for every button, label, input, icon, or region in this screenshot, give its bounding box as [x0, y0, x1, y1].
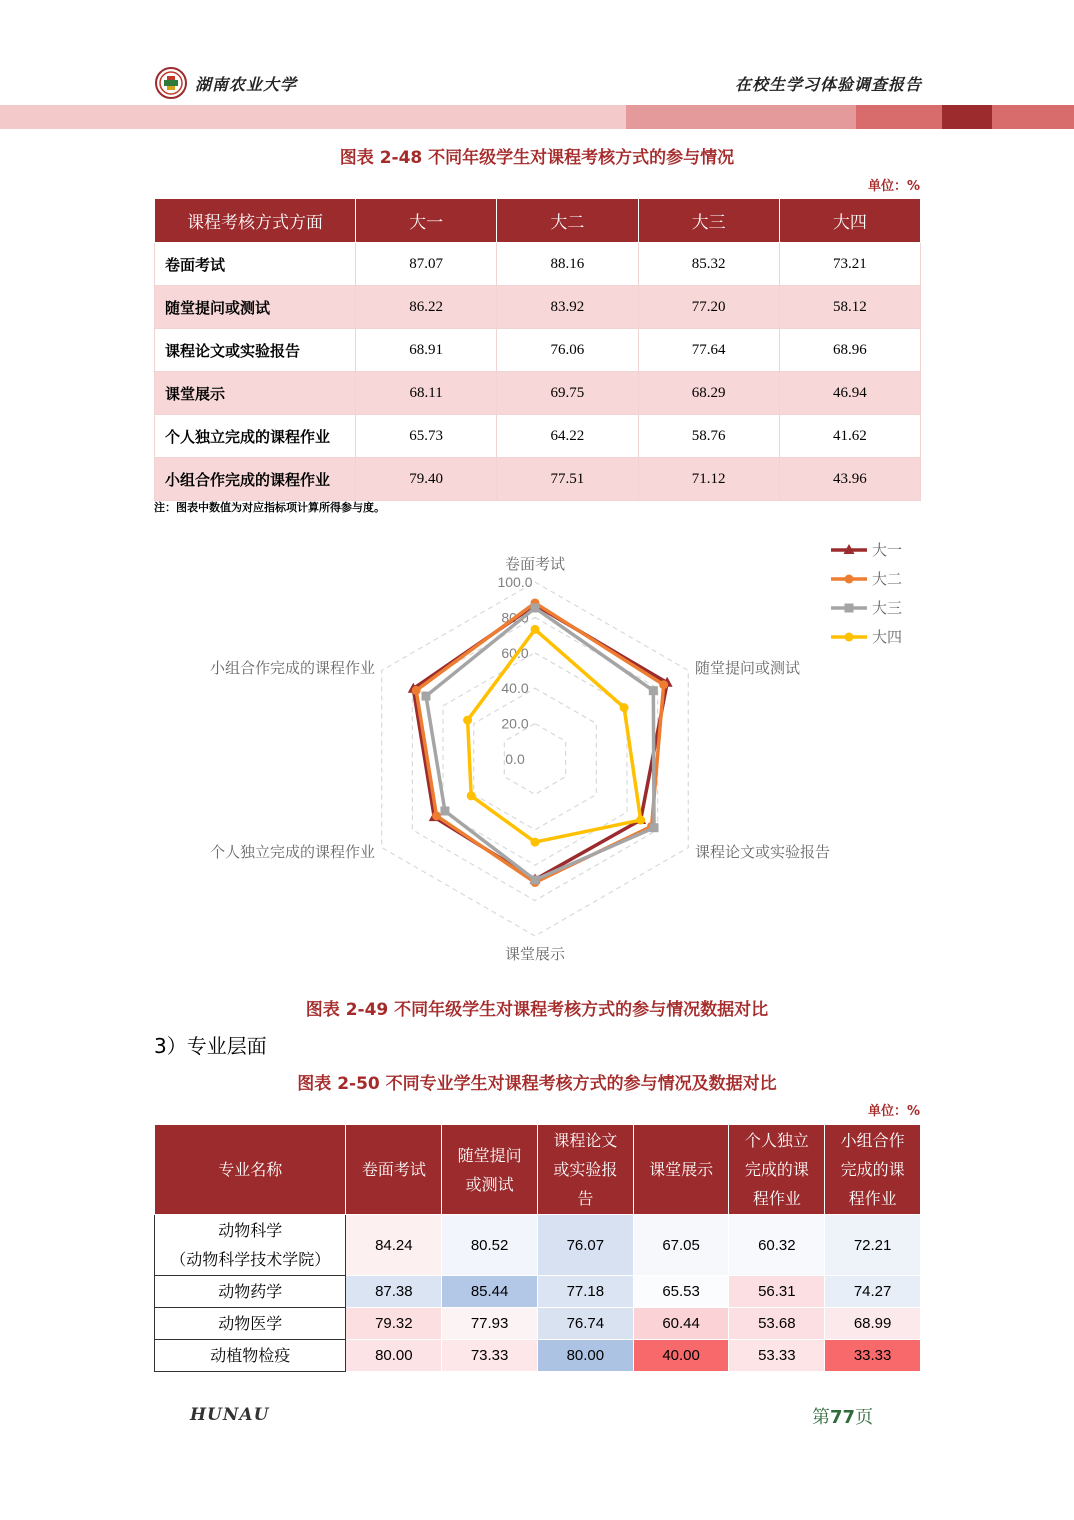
column-header-line: 程作业 — [848, 1189, 897, 1208]
column-header-line: 课程论文 — [553, 1131, 618, 1150]
column-header-line: 程作业 — [752, 1189, 801, 1208]
radar-category-label: 随堂提问或测试 — [695, 659, 801, 677]
column-header: 大四 — [779, 199, 920, 243]
column-header-line: 课堂展示 — [649, 1160, 714, 1179]
column-header-line: 完成的课 — [840, 1160, 905, 1179]
radar-point — [531, 603, 540, 612]
page-prefix: 第 — [812, 1407, 830, 1428]
row-label: 课堂展示 — [155, 372, 356, 415]
radar-point — [650, 823, 659, 832]
table-row — [155, 1276, 921, 1308]
legend-marker — [845, 575, 854, 584]
column-header — [633, 1125, 729, 1215]
radar-series-line — [426, 608, 654, 880]
table-cell: 68.29 — [638, 372, 779, 415]
row-label-line: 动物科学 — [218, 1221, 283, 1240]
legend-label: 大三 — [872, 599, 903, 617]
section-heading: 3）专业层面 — [154, 1034, 267, 1058]
radar-grid-ring — [474, 688, 597, 830]
column-header — [442, 1125, 538, 1215]
table-cell: 73.21 — [779, 243, 920, 286]
table-cell: 76.74 — [537, 1308, 633, 1340]
column-header-line: 卷面考试 — [361, 1160, 426, 1179]
figure-50-unit: 单位：% — [867, 1104, 920, 1119]
figure-48-unit: 单位：% — [867, 179, 920, 194]
radar-point — [421, 692, 430, 701]
table-row — [155, 286, 921, 329]
radar-category-label: 课程论文或实验报告 — [695, 843, 831, 861]
column-header-line: 或实验报 — [553, 1160, 618, 1179]
row-label — [155, 1215, 346, 1276]
table-cell: 68.11 — [356, 372, 497, 415]
figure-48-title: 图表 2-48 不同年级学生对课程考核方式的参与情况 — [339, 148, 735, 168]
table-cell: 72.21 — [825, 1215, 921, 1276]
radar-tick-label: 80.0 — [501, 609, 529, 626]
table-cell: 86.22 — [356, 286, 497, 329]
table-row — [155, 1215, 921, 1276]
table-cell: 53.68 — [729, 1308, 825, 1340]
table-cell: 85.44 — [442, 1276, 538, 1308]
row-label: 个人独立完成的课程作业 — [155, 415, 356, 458]
table-cell: 80.00 — [537, 1340, 633, 1372]
university-name: 湖南农业大学 — [195, 75, 298, 94]
radar-category-label: 个人独立完成的课程作业 — [209, 843, 375, 861]
radar-point — [531, 838, 540, 847]
university-logo — [155, 67, 187, 99]
table-row — [155, 372, 921, 415]
table-cell: 65.73 — [356, 415, 497, 458]
table-cell: 56.31 — [729, 1276, 825, 1308]
table-cell: 46.94 — [779, 372, 920, 415]
table-cell: 87.38 — [346, 1276, 442, 1308]
table-cell: 87.07 — [356, 243, 497, 286]
major-assessment-table — [154, 1124, 921, 1372]
table-cell: 77.64 — [638, 329, 779, 372]
footer-brand: HUNAU — [190, 1405, 270, 1425]
radar-point — [649, 686, 658, 695]
page-suffix: 页 — [855, 1407, 874, 1428]
column-header: 大一 — [356, 199, 497, 243]
table-cell: 69.75 — [497, 372, 638, 415]
table-row — [155, 415, 921, 458]
table-cell: 64.22 — [497, 415, 638, 458]
column-header: 大二 — [497, 199, 638, 243]
column-header — [729, 1125, 825, 1215]
row-label — [155, 1340, 346, 1372]
table-cell: 43.96 — [779, 458, 920, 501]
radar-tick-label: 100.0 — [497, 574, 533, 590]
figure-49-title: 图表 2-49 不同年级学生对课程考核方式的参与情况数据对比 — [305, 1000, 769, 1020]
table-cell: 77.18 — [537, 1276, 633, 1308]
column-header: 课程考核方式方面 — [155, 199, 356, 243]
table-cell: 84.24 — [346, 1215, 442, 1276]
table-cell: 83.92 — [497, 286, 638, 329]
table-cell: 60.32 — [729, 1215, 825, 1276]
radar-series-line — [468, 629, 641, 842]
radar-tick-label: 60.0 — [501, 644, 529, 661]
row-label: 小组合作完成的课程作业 — [155, 458, 356, 501]
page-number — [812, 1403, 873, 1429]
legend-label: 大二 — [872, 570, 903, 588]
table-row — [155, 243, 921, 286]
column-header — [825, 1125, 921, 1215]
figure-50-title: 图表 2-50 不同专业学生对课程考核方式的参与情况及数据对比 — [297, 1074, 777, 1094]
column-header — [537, 1125, 633, 1215]
table-cell: 79.40 — [356, 458, 497, 501]
column-header-line: 个人独立 — [744, 1131, 809, 1150]
table-cell: 68.96 — [779, 329, 920, 372]
radar-grid-ring — [412, 617, 657, 900]
radar-category-label: 卷面考试 — [504, 555, 566, 573]
legend-label: 大四 — [872, 628, 903, 646]
table-header-row — [155, 1125, 921, 1215]
table-row — [155, 329, 921, 372]
table-row — [155, 1308, 921, 1340]
radar-point — [531, 625, 540, 634]
table-cell: 53.33 — [729, 1340, 825, 1372]
page-num: 77 — [830, 1407, 856, 1428]
table-cell: 58.12 — [779, 286, 920, 329]
column-header: 大三 — [638, 199, 779, 243]
grade-assessment-table — [154, 198, 921, 501]
report-title: 在校生学习体验调查报告 — [734, 75, 922, 94]
radar-tick-label: 40.0 — [501, 680, 529, 697]
legend-marker — [845, 604, 854, 613]
table-cell: 77.93 — [442, 1308, 538, 1340]
radar-tick-label: 0.0 — [505, 751, 525, 767]
table-cell: 33.33 — [825, 1340, 921, 1372]
table-cell: 80.00 — [346, 1340, 442, 1372]
column-header-line: 或测试 — [465, 1174, 514, 1194]
table-cell: 68.91 — [356, 329, 497, 372]
row-label: 卷面考试 — [155, 243, 356, 286]
table-cell: 80.52 — [442, 1215, 538, 1276]
table-cell: 73.33 — [442, 1340, 538, 1372]
radar-point — [440, 807, 449, 816]
column-header — [155, 1125, 346, 1215]
row-label — [155, 1308, 346, 1340]
table-cell: 77.20 — [638, 286, 779, 329]
table-cell: 67.05 — [633, 1215, 729, 1276]
table-cell: 77.51 — [497, 458, 638, 501]
column-header — [346, 1125, 442, 1215]
table-cell: 74.27 — [825, 1276, 921, 1308]
header-band — [0, 105, 1074, 129]
radar-point — [636, 816, 645, 825]
legend-label: 大一 — [872, 541, 903, 559]
row-label-line: 动物药学 — [218, 1282, 283, 1301]
legend-marker — [845, 633, 854, 642]
column-header-line: 随堂提问 — [457, 1145, 522, 1165]
table-cell: 71.12 — [638, 458, 779, 501]
column-header-line: 专业名称 — [218, 1160, 283, 1179]
table-header-row — [155, 199, 921, 243]
row-label-line: 动植物检疫 — [210, 1346, 291, 1365]
radar-category-label: 小组合作完成的课程作业 — [209, 659, 375, 677]
table-cell: 88.16 — [497, 243, 638, 286]
row-label — [155, 1276, 346, 1308]
row-label-line: 动物医学 — [218, 1314, 283, 1333]
table-cell: 41.62 — [779, 415, 920, 458]
row-label: 随堂提问或测试 — [155, 286, 356, 329]
radar-tick-label: 20.0 — [501, 715, 529, 732]
table-cell: 79.32 — [346, 1308, 442, 1340]
radar-category-label: 课堂展示 — [504, 945, 566, 963]
table-cell: 60.44 — [633, 1308, 729, 1340]
table-cell: 40.00 — [633, 1340, 729, 1372]
radar-point — [467, 791, 476, 800]
table-cell: 68.99 — [825, 1308, 921, 1340]
table-cell: 85.32 — [638, 243, 779, 286]
radar-point — [531, 875, 540, 884]
row-label: 课程论文或实验报告 — [155, 329, 356, 372]
table-cell: 65.53 — [633, 1276, 729, 1308]
table-row — [155, 1340, 921, 1372]
radar-chart — [150, 535, 930, 975]
column-header-line: 小组合作 — [840, 1131, 905, 1150]
radar-point — [432, 811, 441, 820]
row-label-line: （动物科学技术学院） — [170, 1250, 331, 1269]
column-header-line: 告 — [577, 1189, 594, 1208]
radar-point — [659, 680, 668, 689]
radar-point — [620, 703, 629, 712]
radar-point — [412, 686, 421, 695]
table-cell: 76.06 — [497, 329, 638, 372]
figure-48-note: 注：图表中数值为对应指标项计算所得参与度。 — [154, 501, 385, 514]
table-cell: 58.76 — [638, 415, 779, 458]
column-header-line: 完成的课 — [744, 1160, 809, 1179]
table-cell: 76.07 — [537, 1215, 633, 1276]
radar-point — [463, 716, 472, 725]
table-row — [155, 458, 921, 501]
